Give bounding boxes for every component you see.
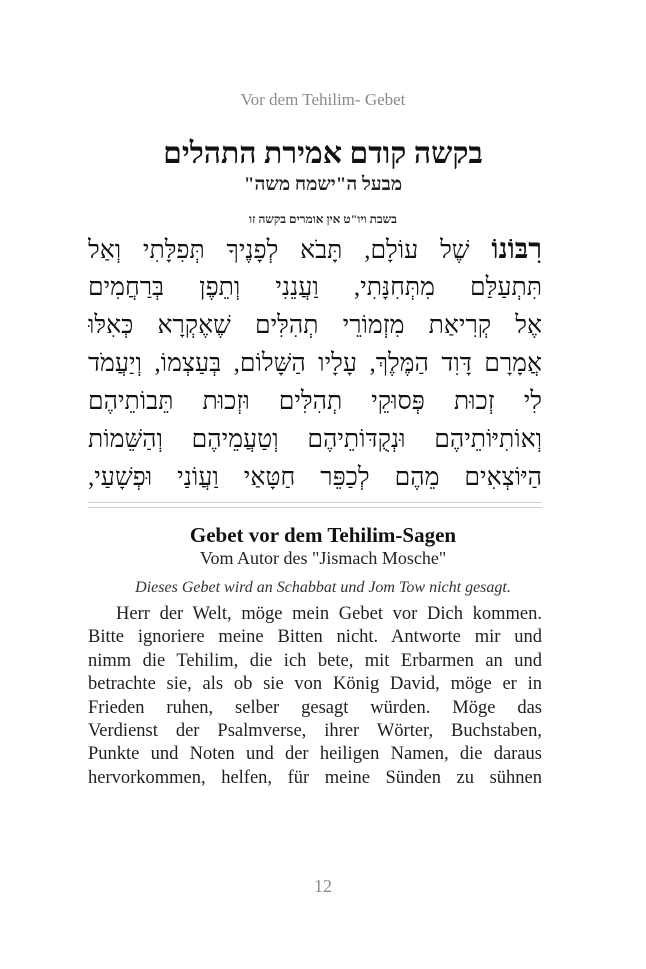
hebrew-first-word: רִבּוֹנוֹ	[491, 234, 542, 265]
page-number: 12	[314, 876, 332, 896]
hebrew-prayer-text	[88, 231, 542, 497]
german-line: Frieden ruhen, selber gesagt würden. Möge das	[88, 697, 542, 718]
german-subtitle: Vom Autor des "Jismach Mosche"	[199, 548, 447, 568]
german-line: betrachte sie, als ob sie von König David, möge er in	[88, 674, 542, 695]
hebrew-line: לִי זְכוּת פְּסוּקֵי תְהִלִּים וּזְכוּת תֵּבוֹתֵיהֶם	[88, 388, 542, 415]
german-line: nimm die Tehilim, die ich bete, mit Erbarmen an und	[88, 650, 542, 671]
german-prayer-text	[88, 603, 542, 790]
running-head: Vor dem Tehilim- Gebet	[240, 90, 406, 109]
german-line: Herr der Welt, möge mein Gebet vor Dich kommen.	[116, 604, 542, 624]
hebrew-line: תִּתְעַלַּם מִתְּחִנָּתִי, וַעֲנֵנִי וְתֵפֶן בְּרַחֲמִים	[88, 274, 542, 301]
german-line: hervorkommen, helfen, für meine Sünden zu sühnen	[88, 767, 542, 788]
hebrew-subtitle: מבעל ה"ישמח משה"	[243, 174, 403, 195]
section-divider	[88, 502, 542, 503]
german-line: Bitte ignoriere meine Bitten nicht. Antworte mir und	[88, 627, 542, 648]
hebrew-line	[88, 231, 542, 269]
hebrew-line: אֶל קְרִיאַת מִזְמוֹרֵי תְהִלִּים שֶׁאֶקְרָא כְּאִלּוּ	[88, 312, 542, 339]
hebrew-note: בשבת ויו"ט אין אומרים בקשה זו	[249, 212, 397, 226]
hebrew-line: אֲמָרָם דָּוִד הַמֶּלֶךְ, עָלָיו הַשָּׁלוֹם, בְּעַצְמוֹ, וְיַעֲמֹד	[88, 350, 542, 377]
hebrew-line: וְאוֹתִיּוֹתֵיהֶם וּנְקֻדּוֹתֵיהֶם וְטַעֲמֵיהֶם וְהַשֵּׁמוֹת	[88, 426, 542, 453]
german-line: Verdienst der Psalmverse, ihrer Wörter, Buchstaben,	[88, 720, 542, 741]
hebrew-line: הַיּוֹצְאִים מֵהֶם לְכַפֵּר חַטָּאַי וַעֲוֹנַי וּפְשָׁעַי,	[88, 464, 542, 491]
hebrew-title: בקשה קודם אמירת התהלים	[163, 137, 483, 170]
german-title: Gebet vor dem Tehilim-Sagen	[189, 523, 457, 547]
german-line: Punkte und Noten und der heiligen Namen, die daraus	[88, 744, 542, 765]
section-divider	[88, 507, 542, 508]
hebrew-line-text: שֶׁל עוֹלָם, תָּבֹא לְפָנֶיךָ תְּפִלָּתִי וְאַל	[88, 237, 470, 264]
german-note: Dieses Gebet wird an Schabbat und Jom Tow nicht gesagt.	[135, 579, 511, 596]
